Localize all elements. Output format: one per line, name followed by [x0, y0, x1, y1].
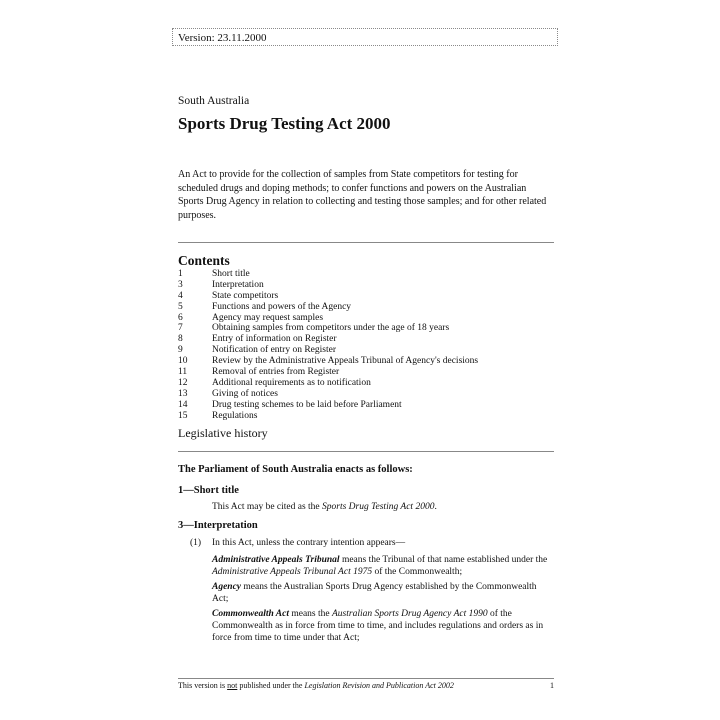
subsection-text: In this Act, unless the contrary intention appears— — [212, 538, 406, 548]
toc-item[interactable] — [178, 269, 558, 280]
toc-item-number: 7 — [178, 323, 183, 334]
definition-text: means the Australian Sports Drug Agency established by the Commonwealth Act; — [212, 582, 537, 604]
section-1-text-start: This Act may be cited as the — [212, 502, 323, 512]
toc-item-number: 15 — [178, 410, 188, 421]
toc-item-title[interactable]: Additional requirements as to notification — [212, 377, 371, 388]
version-label: Version: 23.11.2000 — [172, 28, 558, 46]
page-number: 1 — [550, 681, 554, 690]
toc-item[interactable] — [178, 356, 558, 367]
section-heading-short-title: 1—Short title — [178, 485, 239, 496]
long-title: An Act to provide for the collection of samples from State competitors for testing for scheduled drugs and doping methods; to confer functions and powers on the Australian Sports Drug Agency in relation to collecting and testing those samples; and for other related purposes. — [178, 169, 547, 221]
page-footer — [178, 681, 554, 690]
definition-term: Administrative Appeals Tribunal — [212, 555, 340, 565]
act-citation: Sports Drug Testing Act 2000 — [322, 502, 435, 512]
definition-text-end: of the Commonwealth; — [372, 567, 463, 577]
toc-item-title[interactable]: Regulations — [212, 410, 258, 421]
toc-item-title[interactable]: Agency may request samples — [212, 312, 324, 323]
footer-note-start: This version is — [178, 681, 228, 690]
toc-item[interactable] — [178, 367, 558, 378]
subsection-number: (1) — [190, 538, 202, 548]
definition-text: means the — [288, 609, 332, 619]
toc-item-title[interactable]: Short title — [212, 269, 250, 279]
jurisdiction: South Australia — [178, 95, 250, 107]
toc-item[interactable] — [178, 378, 558, 389]
definition-text-end: of the Commonwealth as in force from time to time, and includes regulations and orders as in force from time to time under that Act; — [212, 609, 544, 643]
table-of-contents — [178, 269, 558, 421]
divider — [178, 451, 554, 452]
toc-item-number: 12 — [178, 377, 188, 388]
section-1-text — [212, 501, 552, 513]
footer-divider — [178, 678, 554, 679]
toc-item-number: 14 — [178, 399, 188, 410]
toc-item-number: 5 — [178, 301, 183, 312]
toc-item[interactable] — [178, 411, 558, 422]
toc-item[interactable] — [178, 323, 558, 334]
toc-item-title[interactable]: Giving of notices — [212, 388, 278, 399]
toc-item-title[interactable]: Entry of information on Register — [212, 334, 337, 345]
enacting-words: The Parliament of South Australia enacts as follows: — [178, 464, 413, 475]
toc-item[interactable] — [178, 400, 558, 411]
footer-note-emphasis: not — [227, 681, 238, 690]
toc-item-number: 3 — [178, 279, 183, 290]
toc-item[interactable] — [178, 313, 558, 324]
footer-note — [178, 681, 534, 690]
definition-text: means the Tribunal of that name established under the — [339, 555, 548, 565]
toc-item[interactable] — [178, 389, 558, 400]
contents-heading: Contents — [178, 253, 230, 268]
definition-citation: Australian Sports Drug Agency Act 1990 — [332, 609, 488, 619]
toc-item[interactable] — [178, 280, 558, 291]
definition-citation: Administrative Appeals Tribunal Act 1975 — [212, 567, 373, 577]
toc-item[interactable] — [178, 334, 558, 345]
toc-item-number: 8 — [178, 334, 183, 345]
toc-item-number: 9 — [178, 345, 183, 356]
section-1-text-end: . — [434, 502, 437, 512]
toc-item-number: 11 — [178, 367, 188, 378]
toc-item[interactable] — [178, 302, 558, 313]
toc-item-title[interactable]: Review by the Administrative Appeals Tribunal of Agency's decisions — [212, 356, 479, 367]
toc-item-title[interactable]: Interpretation — [212, 279, 264, 290]
definition-term: Commonwealth Act — [212, 609, 289, 619]
definition — [212, 554, 552, 578]
toc-item-number: 4 — [178, 290, 183, 301]
act-title: Sports Drug Testing Act 2000 — [178, 114, 391, 133]
footer-note-middle: published under the — [237, 681, 305, 690]
toc-item-title[interactable]: Drug testing schemes to be laid before Parliament — [212, 399, 402, 410]
toc-item-title[interactable]: Obtaining samples from competitors under the age of 18 years — [212, 323, 450, 334]
toc-item[interactable] — [178, 345, 558, 356]
toc-item-title[interactable]: Notification of entry on Register — [212, 345, 336, 356]
section-heading-interpretation: 3—Interpretation — [178, 520, 258, 531]
toc-item-number: 10 — [178, 356, 188, 367]
toc-item[interactable] — [178, 291, 558, 302]
footer-act-citation: Legislation Revision and Publication Act 2002 — [304, 681, 454, 690]
definition-term: Agency — [212, 582, 242, 592]
definition — [212, 608, 552, 644]
toc-item-title[interactable]: Functions and powers of the Agency — [212, 301, 352, 312]
divider — [178, 242, 554, 243]
toc-item-number: 6 — [178, 312, 183, 323]
legislative-history-link[interactable]: Legislative history — [178, 426, 268, 440]
toc-item-title[interactable]: State competitors — [212, 290, 279, 301]
toc-item-title[interactable]: Removal of entries from Register — [212, 367, 340, 378]
toc-item-number: 13 — [178, 388, 188, 399]
definition — [212, 581, 552, 605]
toc-item-number: 1 — [178, 269, 183, 279]
